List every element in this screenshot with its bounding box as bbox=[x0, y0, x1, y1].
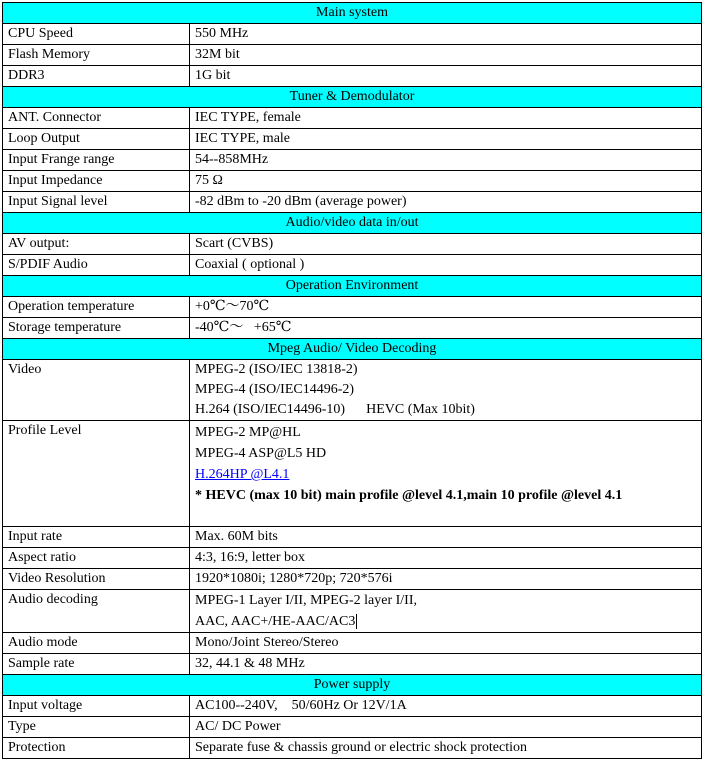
row-label: Input Frange range bbox=[3, 150, 190, 171]
video-line: MPEG-2 (ISO/IEC 13818-2) bbox=[195, 362, 358, 377]
section-title: Power supply bbox=[3, 675, 702, 696]
table-row bbox=[3, 108, 702, 129]
table-row bbox=[3, 192, 702, 213]
section-title: Audio/video data in/out bbox=[3, 213, 702, 234]
row-value: 32M bit bbox=[190, 45, 702, 66]
row-label: Profile Level bbox=[3, 421, 190, 527]
table-row bbox=[3, 548, 702, 569]
table-row bbox=[3, 360, 702, 421]
section-header-main bbox=[3, 3, 702, 24]
profile-line: MPEG-4 ASP@L5 HD bbox=[195, 446, 327, 461]
row-label: Input Impedance bbox=[3, 171, 190, 192]
row-label: Input voltage bbox=[3, 696, 190, 717]
row-value: 75 Ω bbox=[190, 171, 702, 192]
row-value: Scart (CVBS) bbox=[190, 234, 702, 255]
row-value bbox=[190, 421, 702, 527]
row-label: Aspect ratio bbox=[3, 548, 190, 569]
row-label: Loop Output bbox=[3, 129, 190, 150]
table-row bbox=[3, 255, 702, 276]
row-value: 1920*1080i; 1280*720p; 720*576i bbox=[190, 569, 702, 590]
row-label: S/PDIF Audio bbox=[3, 255, 190, 276]
table-row bbox=[3, 717, 702, 738]
row-value: 54--858MHz bbox=[190, 150, 702, 171]
row-label: Sample rate bbox=[3, 654, 190, 675]
row-value: 4:3, 16:9, letter box bbox=[190, 548, 702, 569]
row-value: 550 MHz bbox=[190, 24, 702, 45]
row-label: Input Signal level bbox=[3, 192, 190, 213]
section-title: Operation Environment bbox=[3, 276, 702, 297]
row-label: Operation temperature bbox=[3, 297, 190, 318]
table-row bbox=[3, 171, 702, 192]
row-value: +0℃～70℃ bbox=[190, 297, 702, 318]
spec-table bbox=[2, 2, 702, 759]
row-value: Mono/Joint Stereo/Stereo bbox=[190, 633, 702, 654]
row-label: Video Resolution bbox=[3, 569, 190, 590]
section-title: Mpeg Audio/ Video Decoding bbox=[3, 339, 702, 360]
section-header-tuner bbox=[3, 87, 702, 108]
row-value: AC/ DC Power bbox=[190, 717, 702, 738]
section-title: Main system bbox=[3, 3, 702, 24]
row-label: CPU Speed bbox=[3, 24, 190, 45]
row-value bbox=[190, 590, 702, 633]
row-value: 32, 44.1 & 48 MHz bbox=[190, 654, 702, 675]
profile-line: MPEG-2 MP@HL bbox=[195, 425, 301, 440]
table-row bbox=[3, 297, 702, 318]
table-row bbox=[3, 45, 702, 66]
audio-decoding-line: MPEG-1 Layer I/II, MPEG-2 layer I/II, bbox=[195, 593, 417, 608]
table-row bbox=[3, 318, 702, 339]
table-row bbox=[3, 569, 702, 590]
audio-decoding-line bbox=[195, 611, 696, 632]
row-value: IEC TYPE, female bbox=[190, 108, 702, 129]
section-header-power bbox=[3, 675, 702, 696]
table-row bbox=[3, 633, 702, 654]
table-row bbox=[3, 66, 702, 87]
row-value: Max. 60M bits bbox=[190, 527, 702, 548]
table-row bbox=[3, 696, 702, 717]
row-label: Video bbox=[3, 360, 190, 421]
table-row bbox=[3, 150, 702, 171]
row-value: Separate fuse & chassis ground or electric shock protection bbox=[190, 738, 702, 759]
section-header-mpeg bbox=[3, 339, 702, 360]
row-label: Protection bbox=[3, 738, 190, 759]
table-row bbox=[3, 590, 702, 633]
table-row bbox=[3, 654, 702, 675]
row-label: Input rate bbox=[3, 527, 190, 548]
row-value: -40℃～ +65℃ bbox=[190, 318, 702, 339]
row-label: Type bbox=[3, 717, 190, 738]
row-label: Storage temperature bbox=[3, 318, 190, 339]
row-label: Audio decoding bbox=[3, 590, 190, 633]
video-line: MPEG-4 (ISO/IEC14496-2) bbox=[195, 382, 355, 397]
row-label: Flash Memory bbox=[3, 45, 190, 66]
row-value: AC100--240V, 50/60Hz Or 12V/1A bbox=[190, 696, 702, 717]
row-value: IEC TYPE, male bbox=[190, 129, 702, 150]
row-value: 1G bit bbox=[190, 66, 702, 87]
row-value: -82 dBm to -20 dBm (average power) bbox=[190, 192, 702, 213]
table-row bbox=[3, 24, 702, 45]
row-value bbox=[190, 360, 702, 421]
row-value: Coaxial ( optional ) bbox=[190, 255, 702, 276]
text-cursor[interactable]: AAC, AAC+/HE-AAC/AC3 bbox=[195, 614, 356, 629]
section-title: Tuner & Demodulator bbox=[3, 87, 702, 108]
video-line: H.264 (ISO/IEC14496-10) HEVC (Max 10bit) bbox=[195, 402, 475, 417]
table-row bbox=[3, 527, 702, 548]
row-label: Audio mode bbox=[3, 633, 190, 654]
row-label: DDR3 bbox=[3, 66, 190, 87]
row-label: ANT. Connector bbox=[3, 108, 190, 129]
profile-link[interactable]: H.264HP @L4.1 bbox=[195, 467, 290, 482]
table-row bbox=[3, 421, 702, 527]
section-header-av bbox=[3, 213, 702, 234]
table-row bbox=[3, 234, 702, 255]
row-label: AV output: bbox=[3, 234, 190, 255]
table-row bbox=[3, 738, 702, 759]
table-row bbox=[3, 129, 702, 150]
profile-hevc-note: * HEVC (max 10 bit) main profile @level 4.1,main 10 profile @level 4.1 bbox=[195, 488, 623, 503]
section-header-environment bbox=[3, 276, 702, 297]
